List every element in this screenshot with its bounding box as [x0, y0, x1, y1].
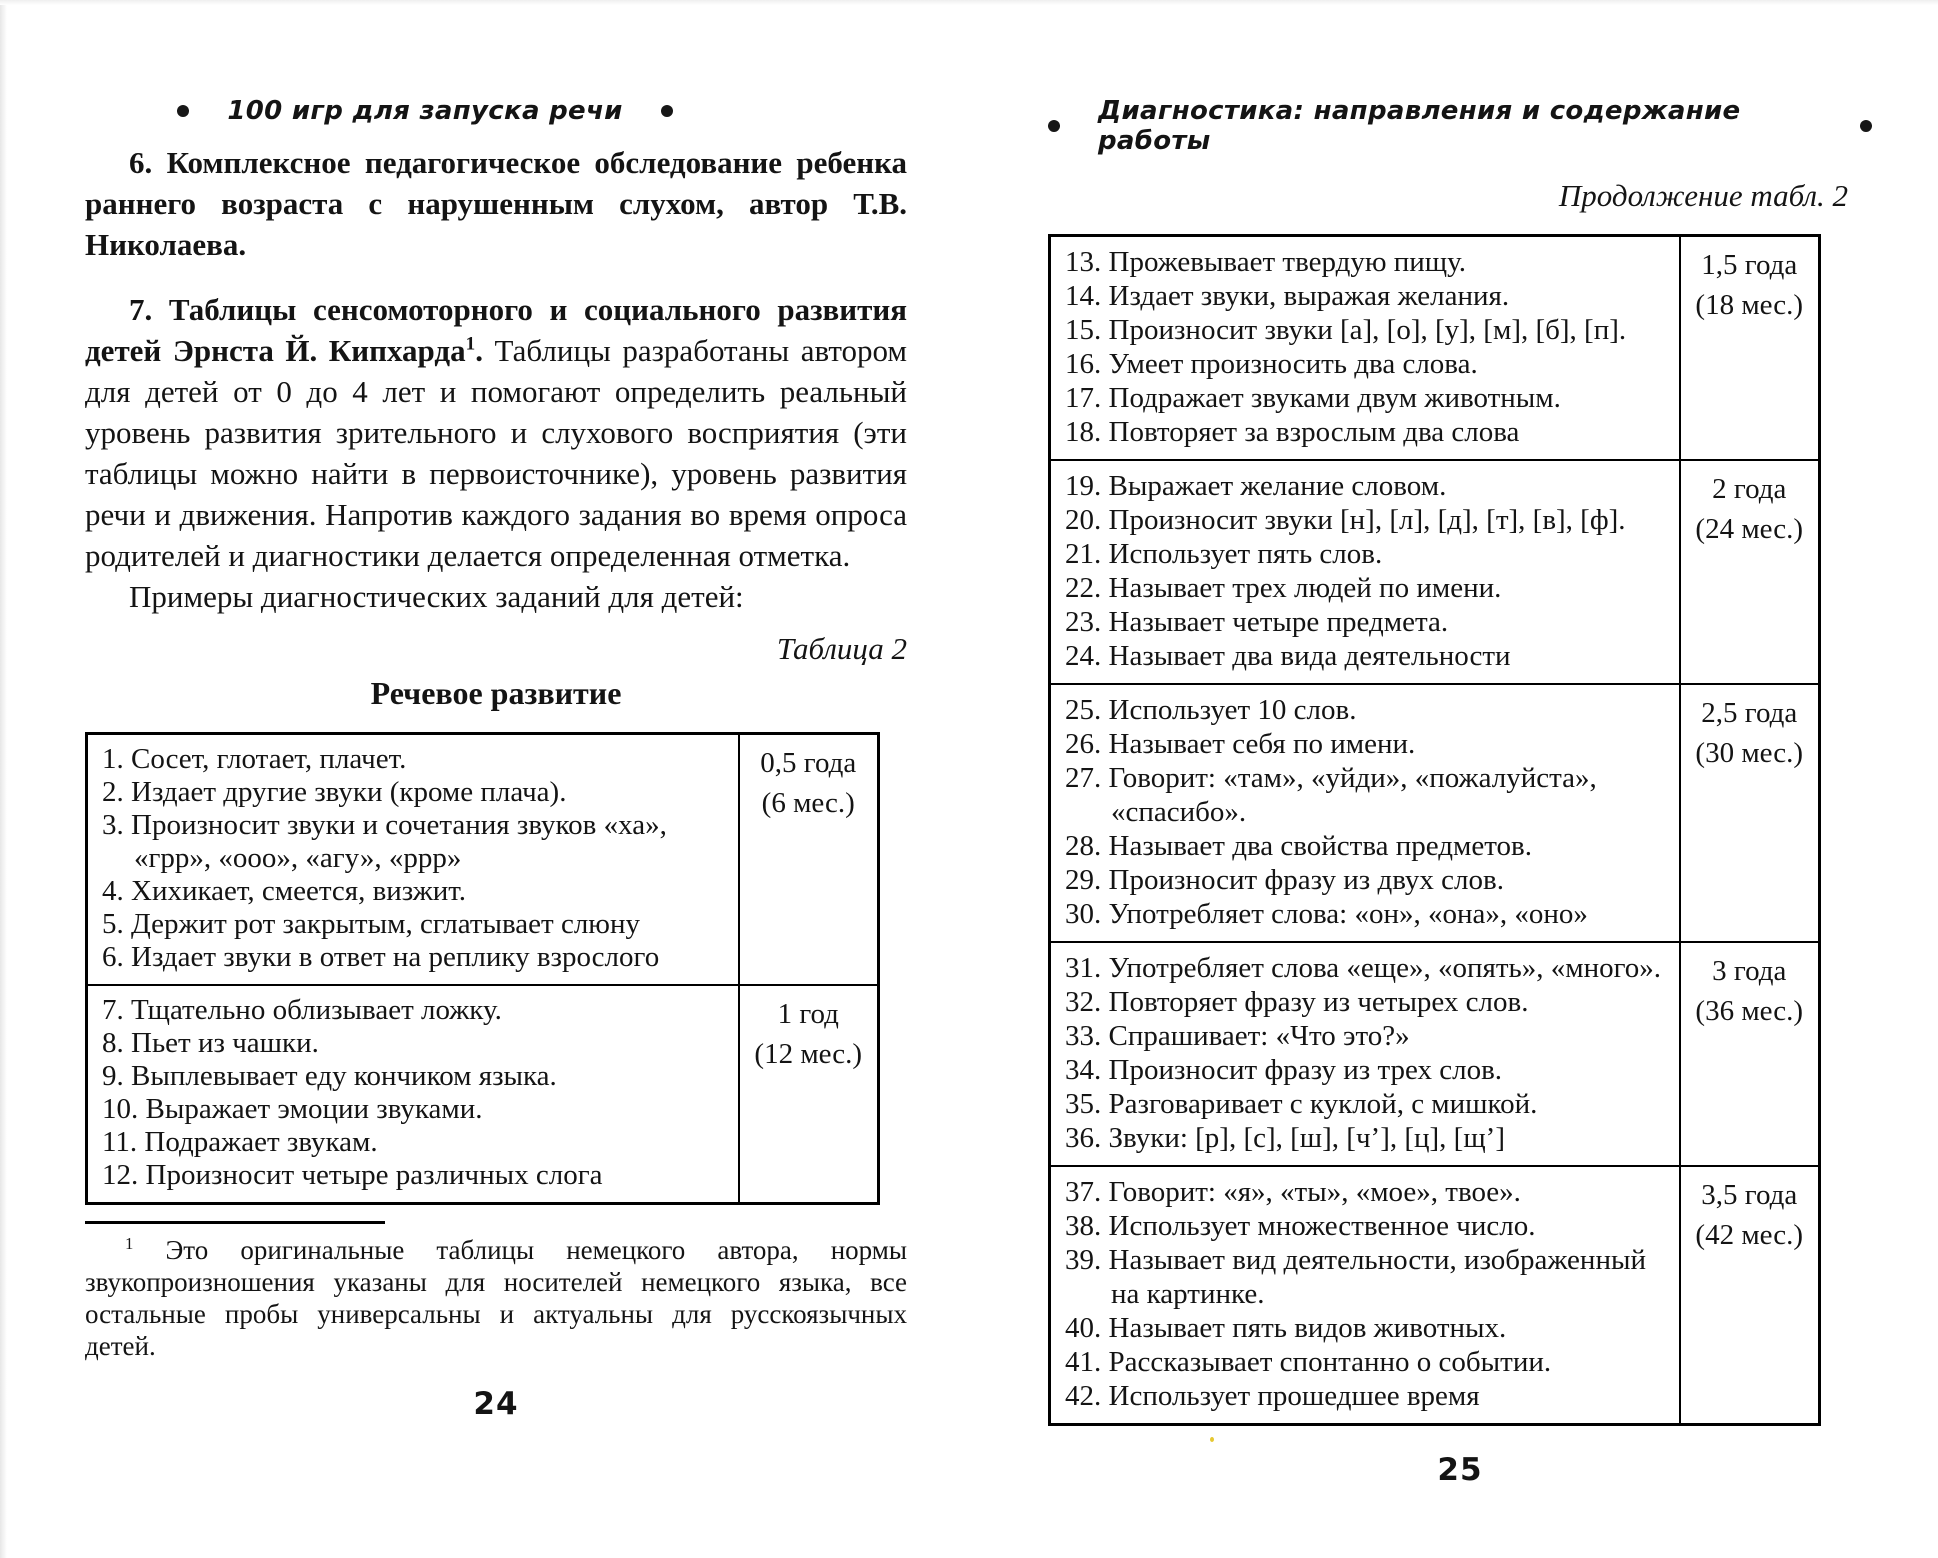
task-item: 6. Издает звуки в ответ на реплику взрослого	[102, 941, 660, 973]
speech-development-table-page24	[85, 732, 880, 1205]
running-head-wrap	[85, 96, 765, 126]
paragraph-7-bold-tail: .	[475, 333, 483, 368]
table-row-age-3	[1050, 942, 1820, 1166]
tasks-cell	[1050, 684, 1680, 942]
age-months: (18 мес.)	[1695, 289, 1804, 321]
tasks-cell	[87, 985, 739, 1204]
task-item: 3. Произносит звуки и сочетания звуков «ха», «грр», «ооо», «агу», «ррр»	[102, 809, 667, 874]
task-item: 25. Использует 10 слов.	[1065, 694, 1357, 726]
task-item: 18. Повторяет за взрослым два слова	[1065, 416, 1520, 448]
task-item: 37. Говорит: «я», «ты», «мое», твое».	[1065, 1176, 1521, 1208]
bullet-icon	[1048, 120, 1060, 132]
age-months: (30 мес.)	[1695, 737, 1804, 769]
age-months: (36 мес.)	[1695, 995, 1804, 1027]
task-item: 30. Употребляет слова: «он», «она», «оно»	[1065, 898, 1588, 930]
task-item: 22. Называет трех людей по имени.	[1065, 572, 1502, 604]
paragraph-7-body-text: Таблицы разработаны автором для детей от 0 до 4 лет и помогают определить реальный уровень развития зрительного и слухового восприятия (эти таблицы можно найти в первоисточнике), уровень развития речи и движения. Напротив каждого задания во время опроса родителей и диагностики делается определенная отметка.	[85, 333, 907, 573]
task-item: 17. Подражает звуками двум животным.	[1065, 382, 1561, 414]
task-item: 32. Повторяет фразу из четырех слов.	[1065, 986, 1529, 1018]
scan-edge-shadow	[0, 0, 1938, 5]
running-head-left	[85, 96, 765, 126]
task-item: 36. Звуки: [р], [с], [ш], [ч’], [ц], [щ’]	[1065, 1122, 1505, 1154]
task-item: 39. Называет вид деятельности, изображенный на картинке.	[1065, 1244, 1646, 1310]
task-item: 21. Использует пять слов.	[1065, 538, 1383, 570]
age-cell	[1680, 684, 1820, 942]
task-item: 28. Называет два свойства предметов.	[1065, 830, 1533, 862]
task-item: 19. Выражает желание словом.	[1065, 470, 1447, 502]
task-item: 10. Выражает эмоции звуками.	[102, 1093, 483, 1125]
task-item: 38. Использует множественное число.	[1065, 1210, 1536, 1242]
book-page-right	[1048, 96, 1872, 1488]
task-item: 4. Хихикает, смеется, визжит.	[102, 875, 467, 907]
task-item: 34. Произносит фразу из трех слов.	[1065, 1054, 1503, 1086]
age-months: (24 мес.)	[1695, 513, 1804, 545]
task-item: 11. Подражает звукам.	[102, 1126, 378, 1158]
table-continuation-caption: Продолжение табл. 2	[1558, 178, 1848, 213]
age-years: 3,5 года	[1701, 1179, 1798, 1211]
tasks-cell	[1050, 460, 1680, 684]
age-cell	[1680, 1166, 1820, 1425]
age-years: 0,5 года	[760, 747, 857, 779]
page-number-24: 24	[473, 1386, 519, 1422]
task-item: 41. Рассказывает спонтанно о событии.	[1065, 1346, 1552, 1378]
task-item: 42. Использует прошедшее время	[1065, 1380, 1480, 1412]
age-months: (42 мес.)	[1695, 1219, 1804, 1251]
running-head-right	[1048, 96, 1872, 156]
speech-development-table-page25	[1048, 234, 1821, 1426]
age-cell	[739, 734, 879, 986]
task-item: 7. Тщательно облизывает ложку.	[102, 994, 502, 1026]
age-cell	[1680, 460, 1820, 684]
task-item: 20. Произносит звуки [н], [л], [д], [т], [в], [ф].	[1065, 504, 1626, 536]
running-head-text: Диагностика: направления и содержание работы	[1098, 96, 1741, 156]
task-item: 13. Прожевывает твердую пищу.	[1065, 246, 1466, 278]
book-page-left	[85, 96, 907, 1422]
age-cell	[739, 985, 879, 1204]
task-item: 31. Употребляет слова «еще», «опять», «много».	[1065, 952, 1662, 984]
running-head-text: 100 игр для запуска речи	[227, 96, 623, 126]
task-item: 5. Держит рот закрытым, сглатывает слюну	[102, 908, 640, 940]
task-item: 14. Издает звуки, выражая желания.	[1065, 280, 1510, 312]
task-item: 33. Спрашивает: «Что это?»	[1065, 1020, 1410, 1052]
task-item: 15. Произносит звуки [а], [о], [у], [м], [б], [п].	[1065, 314, 1627, 346]
age-years: 2,5 года	[1701, 697, 1798, 729]
bullet-icon	[1860, 120, 1872, 132]
tasks-cell	[87, 734, 739, 986]
table-title: Речевое развитие	[370, 675, 622, 711]
paragraph-7	[85, 289, 907, 576]
page-number-25: 25	[1437, 1452, 1483, 1488]
table-row-age-0-5	[87, 734, 879, 986]
age-years: 1,5 года	[1701, 249, 1798, 281]
task-item: 2. Издает другие звуки (кроме плача).	[102, 776, 567, 808]
task-item: 1. Сосет, глотает, плачет.	[102, 743, 407, 775]
task-item: 29. Произносит фразу из двух слов.	[1065, 864, 1504, 896]
paragraph-7-bold-text: 7. Таблицы сенсомоторного и социального развития детей Эрнста Й. Кипхарда	[85, 292, 907, 368]
footnote-rule	[85, 1221, 385, 1224]
age-cell	[1680, 942, 1820, 1166]
bullet-icon	[661, 105, 673, 117]
paragraph-6: 6. Комплексное педагогическое обследование ребенка раннего возраста с нарушенным слухом, автор Т.В. Николаева.	[85, 145, 907, 262]
scan-edge-shadow	[0, 0, 7, 1558]
footnote-reference-mark: 1	[465, 333, 476, 355]
task-item: 24. Называет два вида деятельности	[1065, 640, 1511, 672]
footnote	[85, 1234, 907, 1362]
task-item: 16. Умеет произносить два слова.	[1065, 348, 1478, 380]
table-row-age-3-5	[1050, 1166, 1820, 1425]
bullet-icon	[177, 105, 189, 117]
age-months: (12 мес.)	[754, 1038, 863, 1070]
task-item: 35. Разговаривает с куклой, с мишкой.	[1065, 1088, 1538, 1120]
task-item: 23. Называет четыре предмета.	[1065, 606, 1449, 638]
task-item: 8. Пьет из чашки.	[102, 1027, 319, 1059]
table-row-age-2	[1050, 460, 1820, 684]
paragraph-examples: Примеры диагностических заданий для детей:	[129, 579, 744, 614]
age-months: (6 мес.)	[761, 787, 855, 819]
tasks-cell	[1050, 236, 1680, 461]
task-item: 40. Называет пять видов животных.	[1065, 1312, 1507, 1344]
tasks-cell	[1050, 942, 1680, 1166]
age-years: 1 год	[777, 998, 839, 1030]
table-row-age-1-5	[1050, 236, 1820, 461]
age-cell	[1680, 236, 1820, 461]
task-item: 9. Выплевывает еду кончиком языка.	[102, 1060, 557, 1092]
age-years: 2 года	[1712, 473, 1787, 505]
table-row-age-1	[87, 985, 879, 1204]
task-item: 27. Говорит: «там», «уйди», «пожалуйста», «спасибо».	[1065, 762, 1597, 828]
task-item: 26. Называет себя по имени.	[1065, 728, 1416, 760]
task-item: 12. Произносит четыре различных слога	[102, 1159, 603, 1191]
footnote-text: Это оригинальные таблицы немецкого автора, нормы звукопроизношения указаны для носителей немецкого языка, все остальные пробы универсальны и актуальны для русскоязычных детей.	[85, 1235, 907, 1361]
age-years: 3 года	[1712, 955, 1787, 987]
footnote-marker: 1	[125, 1234, 134, 1253]
table-row-age-2-5	[1050, 684, 1820, 942]
tasks-cell	[1050, 1166, 1680, 1425]
table-caption: Таблица 2	[776, 631, 907, 666]
